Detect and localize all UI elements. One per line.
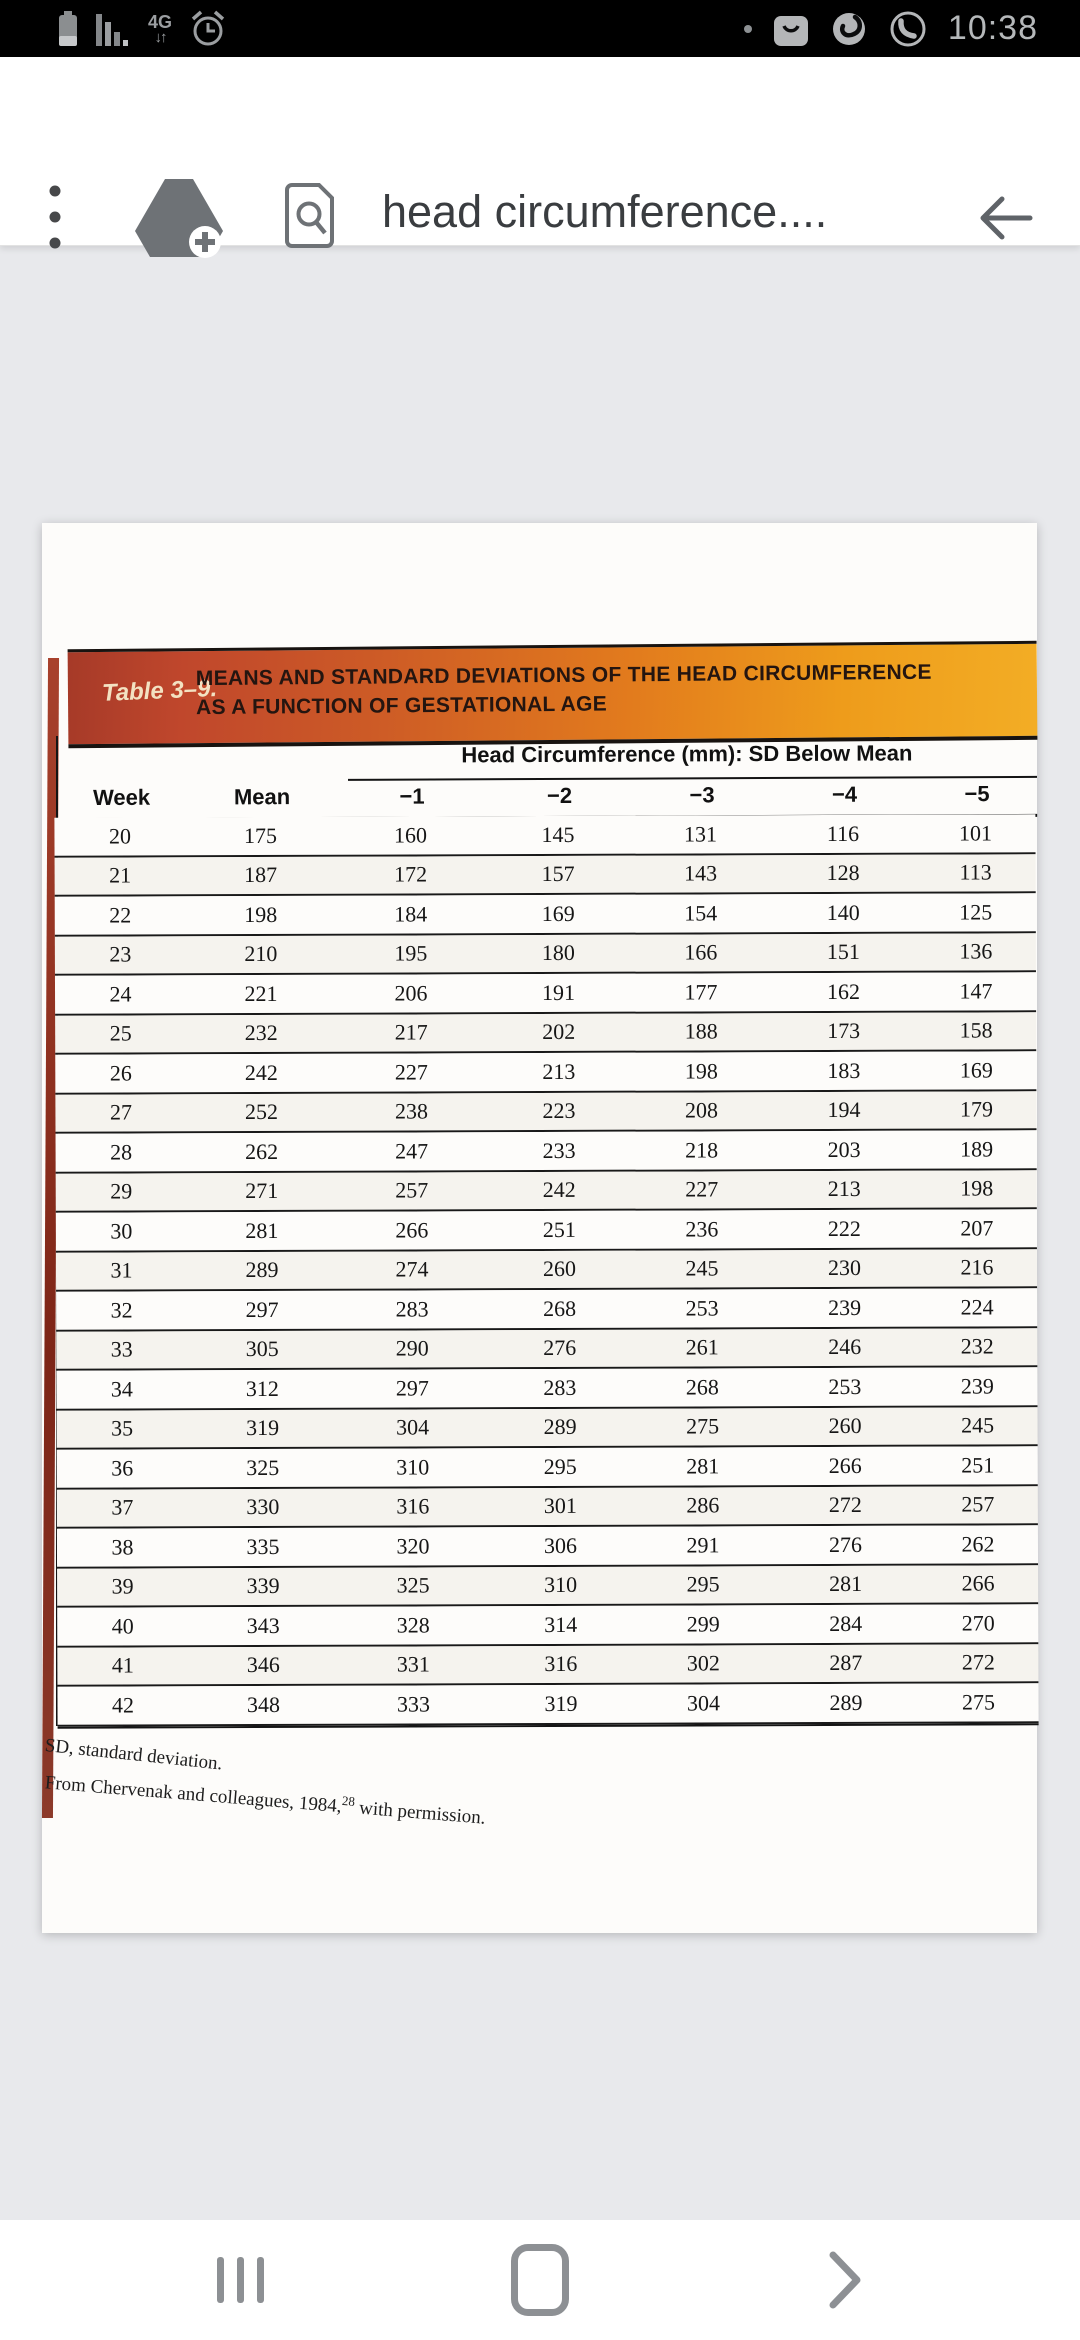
table-title — [196, 658, 932, 722]
column-header-mean: Mean — [233, 784, 291, 810]
table-cell: 198 — [684, 1058, 718, 1084]
footnote-source: From Chervenak and colleagues, 1984,28 with permission. — [44, 1772, 487, 1829]
table-cell: 328 — [396, 1612, 430, 1638]
table-cell: 312 — [245, 1375, 279, 1401]
signal-strength-icon — [96, 10, 132, 48]
table-cell: 24 — [109, 981, 132, 1007]
table-cell: 251 — [961, 1452, 995, 1478]
table-cell: 189 — [960, 1136, 994, 1162]
table-cell: 310 — [396, 1454, 430, 1480]
table-cell: 172 — [394, 861, 428, 887]
column-header-sd3: −3 — [689, 782, 715, 808]
table-number-label: Table 3–9. — [101, 674, 218, 707]
document-viewport[interactable] — [0, 245, 1080, 2220]
table-cell: 276 — [543, 1335, 577, 1361]
table-cell: 206 — [394, 980, 428, 1006]
table-cell: 23 — [109, 941, 132, 967]
table-row — [55, 893, 1036, 936]
table-cell: 281 — [829, 1571, 863, 1597]
notification-dot — [744, 25, 752, 33]
table-cell: 291 — [686, 1532, 720, 1558]
battery-icon — [56, 9, 80, 49]
table-cell: 140 — [826, 899, 860, 925]
table-row — [55, 972, 1036, 1015]
table-cell: 346 — [246, 1652, 280, 1678]
table-row — [57, 1565, 1038, 1608]
table-cell: 272 — [961, 1649, 995, 1675]
table-cell: 195 — [394, 940, 428, 966]
table-cell: 33 — [110, 1336, 133, 1362]
table-cell: 274 — [395, 1256, 429, 1282]
table-cell: 145 — [541, 821, 575, 847]
table-cell: 125 — [959, 899, 993, 925]
table-cell: 266 — [828, 1452, 862, 1478]
table-cell: 116 — [826, 820, 860, 846]
table-cell: 169 — [541, 900, 575, 926]
column-header-week: Week — [92, 784, 151, 810]
table-cell: 221 — [244, 980, 278, 1006]
table-cell: 207 — [960, 1215, 994, 1241]
table-cell: 222 — [827, 1215, 861, 1241]
table-cell: 271 — [245, 1178, 279, 1204]
table-cell: 166 — [684, 939, 718, 965]
table-header — [56, 736, 1037, 821]
table-cell: 218 — [685, 1137, 719, 1163]
table-row — [57, 1644, 1038, 1687]
footnote-reference-number: 28 — [341, 1792, 356, 1809]
table-cell: 147 — [959, 978, 993, 1004]
status-bar — [0, 0, 1080, 57]
swirl-icon — [830, 10, 868, 48]
table-group-header: Head Circumference (mm): SD Below Mean — [461, 740, 913, 768]
whatsapp-icon — [888, 9, 928, 49]
table-cell: 175 — [243, 822, 278, 848]
table-cell: 169 — [959, 1057, 993, 1083]
table-row — [56, 1209, 1037, 1252]
table-cell: 224 — [960, 1294, 994, 1320]
table-row — [56, 1130, 1037, 1173]
document-title: head circumference.... — [382, 186, 828, 237]
table-cell: 262 — [961, 1531, 995, 1557]
table-cell: 187 — [244, 862, 278, 888]
table-cell: 343 — [246, 1612, 280, 1638]
app-toolbar — [0, 57, 1080, 246]
table-cell: 198 — [960, 1175, 994, 1201]
table-cell: 101 — [958, 820, 993, 846]
table-cell: 21 — [109, 862, 132, 888]
table-row — [57, 1683, 1038, 1726]
table-cell: 160 — [393, 822, 428, 848]
table-cell: 230 — [827, 1255, 862, 1281]
table-cell: 41 — [111, 1652, 134, 1678]
table-cell: 286 — [686, 1492, 720, 1518]
table-cell: 113 — [959, 859, 992, 885]
table-cell: 320 — [396, 1533, 430, 1559]
table-cell: 257 — [961, 1491, 995, 1517]
table-cell: 284 — [829, 1610, 863, 1636]
table-cell: 236 — [685, 1216, 719, 1242]
table-cell: 289 — [245, 1257, 279, 1283]
home-icon — [511, 2244, 569, 2316]
table-cell: 275 — [685, 1413, 720, 1439]
table-cell: 319 — [246, 1415, 280, 1441]
table-row — [56, 1407, 1037, 1450]
table-cell: 253 — [685, 1295, 719, 1321]
find-in-document-icon[interactable] — [284, 183, 338, 249]
table-cell: 281 — [686, 1453, 720, 1479]
recents-icon — [217, 2257, 264, 2303]
table-cell: 25 — [109, 1020, 132, 1046]
table-cell: 143 — [684, 860, 718, 886]
table-cell: 180 — [541, 940, 575, 966]
table-cell: 316 — [396, 1493, 430, 1519]
table-cell: 232 — [244, 1020, 278, 1046]
table-title-line1: MEANS AND STANDARD DEVIATIONS OF THE HEAD CIRCUMFERENCE — [195, 660, 932, 691]
table-row — [56, 1249, 1037, 1292]
table-cell: 154 — [684, 900, 718, 926]
status-bar-right — [744, 0, 1038, 57]
table-cell: 245 — [685, 1255, 719, 1281]
table-body — [54, 814, 1038, 1728]
table-cell: 283 — [543, 1374, 577, 1400]
table-cell: 198 — [244, 901, 278, 927]
table-cell: 316 — [544, 1651, 578, 1677]
table-cell: 247 — [395, 1138, 429, 1164]
table-cell: 203 — [827, 1136, 861, 1162]
table-cell: 268 — [685, 1374, 719, 1400]
table-cell: 262 — [245, 1138, 279, 1164]
table-cell: 216 — [960, 1254, 994, 1280]
table-cell: 297 — [395, 1375, 429, 1401]
table-cell: 257 — [395, 1177, 429, 1203]
table-row — [57, 1486, 1038, 1529]
table-cell: 276 — [828, 1531, 862, 1557]
table-cell: 27 — [109, 1099, 132, 1125]
table-cell: 325 — [396, 1572, 430, 1598]
column-header-sd4: −4 — [831, 781, 858, 807]
table-cell: 295 — [686, 1571, 720, 1597]
column-header-sd2: −2 — [546, 782, 573, 808]
table-cell: 270 — [961, 1610, 995, 1636]
table-cell: 261 — [685, 1334, 719, 1360]
table-header-row — [56, 781, 1037, 818]
table-cell: 22 — [109, 902, 132, 928]
table-row — [55, 1012, 1036, 1055]
table-row — [55, 933, 1036, 976]
table-cell: 37 — [111, 1494, 134, 1520]
table-cell: 319 — [544, 1690, 578, 1716]
table-cell: 246 — [828, 1334, 862, 1360]
table-cell: 331 — [396, 1651, 430, 1677]
table-row — [57, 1604, 1038, 1647]
table-cell: 304 — [396, 1414, 430, 1440]
table-cell: 227 — [685, 1176, 719, 1202]
back-arrow-icon[interactable] — [976, 193, 1034, 243]
table-cell: 289 — [829, 1689, 863, 1715]
table-cell: 253 — [828, 1373, 862, 1399]
table-cell: 34 — [110, 1376, 133, 1402]
table-cell: 302 — [686, 1650, 720, 1676]
table-cell: 158 — [959, 1017, 993, 1043]
drive-add-icon[interactable] — [134, 177, 226, 263]
table-cell: 39 — [111, 1573, 134, 1599]
table-cell: 272 — [828, 1492, 862, 1518]
table-cell: 188 — [684, 1018, 718, 1044]
table-cell: 29 — [110, 1178, 133, 1204]
table-cell: 36 — [111, 1455, 134, 1481]
clock-time: 10:38 — [947, 9, 1038, 47]
table-cell: 260 — [542, 1256, 577, 1282]
table-cell: 238 — [394, 1098, 428, 1124]
table-cell: 32 — [110, 1297, 133, 1323]
network-label: 4G — [148, 11, 173, 32]
table-cell: 266 — [961, 1570, 995, 1596]
table-cell: 184 — [394, 901, 428, 927]
status-bar-left — [56, 0, 228, 57]
table-cell: 202 — [542, 1019, 576, 1045]
table-cell: 239 — [960, 1373, 994, 1399]
document-page — [42, 523, 1037, 1933]
table-cell: 268 — [543, 1295, 577, 1321]
table-cell: 310 — [544, 1572, 578, 1598]
table-cell: 275 — [961, 1689, 996, 1715]
table-cell: 301 — [543, 1493, 577, 1519]
table-cell: 305 — [245, 1336, 279, 1362]
table-cell: 297 — [245, 1296, 279, 1322]
table-cell: 210 — [244, 941, 278, 967]
table-row — [56, 1170, 1037, 1213]
table-cell: 295 — [543, 1453, 577, 1479]
table-cell: 191 — [541, 979, 576, 1005]
overflow-menu-icon[interactable] — [40, 183, 70, 251]
table-cell: 325 — [246, 1454, 280, 1480]
table-cell: 30 — [110, 1218, 133, 1244]
navigation-bar — [0, 2220, 1080, 2340]
table-row — [56, 1328, 1037, 1371]
table-cell: 251 — [542, 1216, 576, 1242]
table-title-band — [68, 641, 1038, 748]
table-cell: 131 — [683, 821, 718, 847]
table-cell: 239 — [828, 1294, 862, 1320]
table-cell: 233 — [542, 1137, 576, 1163]
table-cell: 40 — [111, 1613, 134, 1639]
table-row — [56, 1367, 1037, 1410]
table-cell: 223 — [542, 1098, 576, 1124]
table-cell: 283 — [395, 1296, 429, 1322]
table-cell: 314 — [544, 1611, 578, 1637]
network-4g-icon — [148, 13, 172, 45]
table-cell: 35 — [111, 1415, 134, 1441]
column-header-sd1: −1 — [399, 783, 425, 809]
table-cell: 28 — [110, 1139, 133, 1165]
table-cell: 335 — [246, 1533, 280, 1559]
table-cell: 42 — [111, 1692, 135, 1718]
table-cell: 217 — [394, 1019, 428, 1045]
table-cell: 38 — [111, 1534, 134, 1560]
table-row — [54, 814, 1035, 857]
table-cell: 306 — [543, 1532, 577, 1558]
table-row — [56, 1288, 1037, 1331]
table-cell: 194 — [827, 1097, 861, 1123]
table-row — [57, 1525, 1038, 1568]
table-cell: 31 — [110, 1257, 133, 1283]
table-cell: 304 — [686, 1690, 721, 1716]
table-cell: 136 — [959, 938, 993, 964]
table-cell: 162 — [826, 978, 861, 1004]
table-cell: 339 — [246, 1573, 280, 1599]
alarm-icon — [188, 9, 228, 49]
table-cell: 179 — [959, 1096, 993, 1122]
column-header-sd5: −5 — [964, 781, 990, 807]
table-cell: 289 — [543, 1414, 577, 1440]
table-row — [55, 854, 1036, 897]
table-cell: 242 — [244, 1059, 278, 1085]
table-cell: 213 — [827, 1176, 861, 1202]
back-button[interactable] — [765, 2220, 925, 2340]
table-cell: 252 — [244, 1099, 278, 1125]
table-title-line2: AS A FUNCTION OF GESTATIONAL AGE — [196, 692, 608, 720]
table-cell: 183 — [827, 1057, 861, 1083]
home-button[interactable] — [460, 2220, 620, 2340]
table-row — [57, 1446, 1038, 1489]
table-cell: 299 — [686, 1611, 720, 1637]
table-cell: 173 — [827, 1018, 861, 1044]
table-row — [55, 1091, 1036, 1134]
table-cell: 128 — [826, 860, 860, 886]
table-cell: 290 — [395, 1335, 429, 1361]
table-cell: 151 — [826, 939, 860, 965]
table-cell: 330 — [246, 1494, 280, 1520]
footnote-sd: SD, standard deviation. — [43, 1735, 224, 1775]
network-arrows: ↓↑ — [154, 28, 166, 46]
table-cell: 281 — [245, 1217, 279, 1243]
back-icon — [825, 2250, 865, 2310]
table-row — [55, 1051, 1036, 1094]
table-cell: 287 — [829, 1650, 863, 1676]
table-cell: 260 — [828, 1413, 862, 1439]
group-header-underline — [348, 776, 1037, 781]
table-cell: 245 — [960, 1412, 995, 1438]
store-bag-icon — [772, 9, 810, 49]
recents-button[interactable] — [160, 2220, 320, 2340]
table-cell: 242 — [542, 1177, 576, 1203]
table-cell: 333 — [396, 1691, 431, 1717]
table-cell: 157 — [541, 861, 575, 887]
table-cell: 266 — [395, 1217, 429, 1243]
table-cell: 227 — [394, 1059, 428, 1085]
table-cell: 20 — [108, 823, 132, 849]
table-cell: 26 — [109, 1060, 132, 1086]
table-cell: 208 — [684, 1097, 718, 1123]
table-cell: 177 — [684, 979, 718, 1005]
table-cell: 232 — [960, 1333, 994, 1359]
table-cell: 348 — [246, 1691, 281, 1717]
table-cell: 213 — [542, 1058, 576, 1084]
